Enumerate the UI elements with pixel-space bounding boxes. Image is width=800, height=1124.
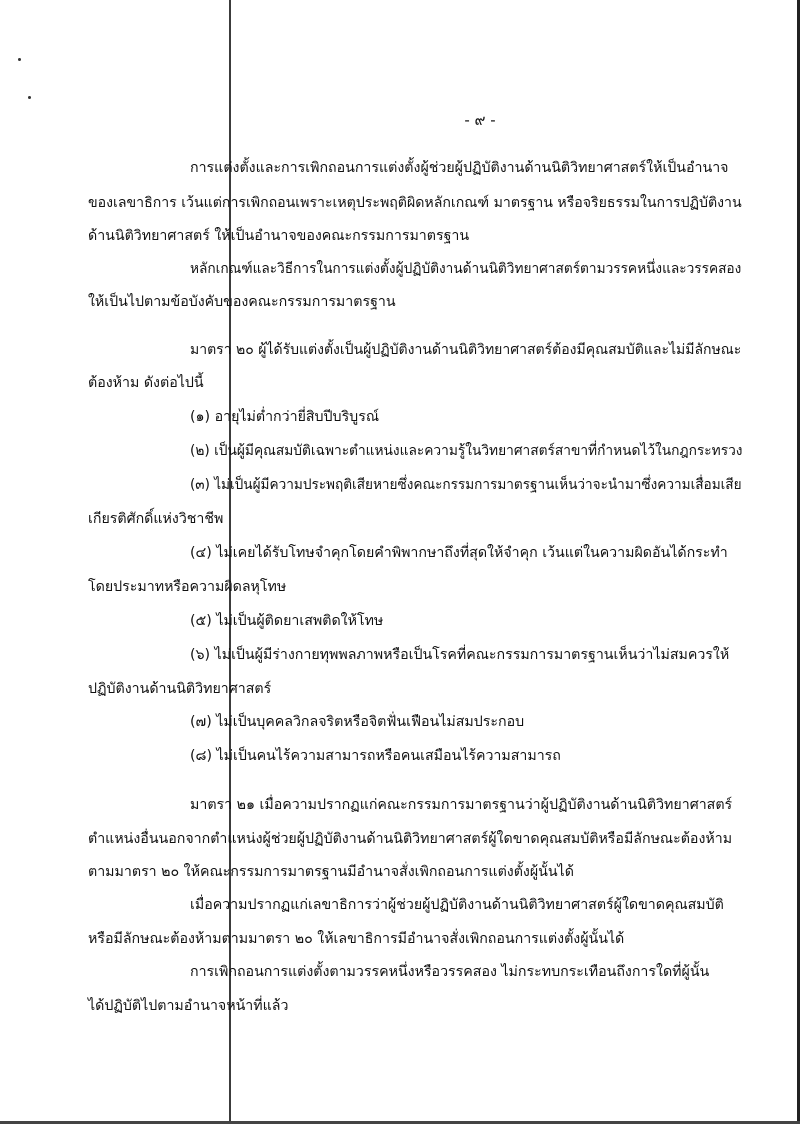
scan-speck [28, 96, 31, 99]
section-heading-21: มาตรา ๒๑ เมื่อความปรากฏแก่คณะกรรมการมาตรฐานว่าผู้ปฏิบัติงานด้านนิติวิทยาศาสตร์ [190, 797, 733, 813]
text-line: เกียรติศักดิ์แห่งวิชาชีพ [88, 511, 224, 527]
text-line: หลักเกณฑ์และวิธีการในการแต่งตั้งผู้ปฏิบัติงานด้านนิติวิทยาศาสตร์ตามวรรคหนึ่งและวรรคสอง [190, 261, 742, 277]
text-line: การเพิกถอนการแต่งตั้งตามวรรคหนึ่งหรือวรรคสอง ไม่กระทบกระเทือนถึงการใดที่ผู้นั้น [190, 964, 710, 980]
list-item: (๒) เป็นผู้มีคุณสมบัติเฉพาะตำแหน่งและความรู้ในวิทยาศาสตร์สาขาที่กำหนดไว้ในกฎกระทรวง [190, 443, 743, 459]
scan-speck [18, 58, 21, 61]
text-line: ได้ปฏิบัติไปตามอำนาจหน้าที่แล้ว [88, 998, 289, 1014]
text-line: ตำแหน่งอื่นนอกจากตำแหน่งผู้ช่วยผู้ปฏิบัติงานด้านนิติวิทยาศาสตร์ผู้ใดขาดคุณสมบัติหรือมีลักษณะต้องห้าม [88, 831, 733, 847]
text-line: ให้เป็นไปตามข้อบังคับของคณะกรรมการมาตรฐาน [88, 294, 396, 310]
page-number: - ๙ - [464, 111, 496, 129]
list-item: (๓) ไม่เป็นผู้มีความประพฤติเสียหายซึ่งคณะกรรมการมาตรฐานเห็นว่าจะนำมาซึ่งความเสื่อมเสีย [190, 477, 742, 493]
text-line: ด้านนิติวิทยาศาสตร์ ให้เป็นอำนาจของคณะกรรมการมาตรฐาน [88, 228, 470, 244]
text-line: การแต่งตั้งและการเพิกถอนการแต่งตั้งผู้ช่วยผู้ปฏิบัติงานด้านนิติวิทยาศาสตร์ให้เป็นอำนาจ [190, 160, 729, 176]
list-item: (๔) ไม่เคยได้รับโทษจำคุกโดยคำพิพากษาถึงที่สุดให้จำคุก เว้นแต่ในความผิดอันได้กระทำ [190, 545, 728, 561]
text-line: โดยประมาทหรือความผิดลหุโทษ [88, 579, 287, 595]
text-line: ของเลขาธิการ เว้นแต่การเพิกถอนเพราะเหตุประพฤติผิดหลักเกณฑ์ มาตรฐาน หรือจริยธรรมในการปฏิบัติงาน [88, 195, 742, 211]
list-item: (๘) ไม่เป็นคนไร้ความสามารถหรือคนเสมือนไร้ความสามารถ [190, 748, 561, 764]
list-item: (๕) ไม่เป็นผู้ติดยาเสพติดให้โทษ [190, 613, 384, 629]
list-item: (๑) อายุไม่ต่ำกว่ายี่สิบปีบริบูรณ์ [190, 409, 379, 425]
text-line: เมื่อความปรากฏแก่เลขาธิการว่าผู้ช่วยผู้ปฏิบัติงานด้านนิติวิทยาศาสตร์ผู้ใดขาดคุณสมบัติ [190, 897, 724, 913]
text-line: ตามมาตรา ๒๐ ให้คณะกรรมการมาตรฐานมีอำนาจสั่งเพิกถอนการแต่งตั้งผู้นั้นได้ [88, 864, 574, 880]
list-item: (๗) ไม่เป็นบุคคลวิกลจริตหรือจิตฟั่นเฟือนไม่สมประกอบ [190, 714, 525, 730]
section-heading-20: มาตรา ๒๐ ผู้ได้รับแต่งตั้งเป็นผู้ปฏิบัติงานด้านนิติวิทยาศาสตร์ต้องมีคุณสมบัติและไม่มีลักษณะ [190, 342, 742, 358]
text-line: ต้องห้าม ดังต่อไปนี้ [88, 375, 204, 391]
text-line: หรือมีลักษณะต้องห้ามตามมาตรา ๒๐ ให้เลขาธิการมีอำนาจสั่งเพิกถอนการแต่งตั้งผู้นั้นได้ [88, 931, 625, 947]
list-item: (๖) ไม่เป็นผู้มีร่างกายทุพพลภาพหรือเป็นโรคที่คณะกรรมการมาตรฐานเห็นว่าไม่สมควรให้ [190, 647, 730, 663]
text-line: ปฏิบัติงานด้านนิติวิทยาศาสตร์ [88, 681, 272, 697]
